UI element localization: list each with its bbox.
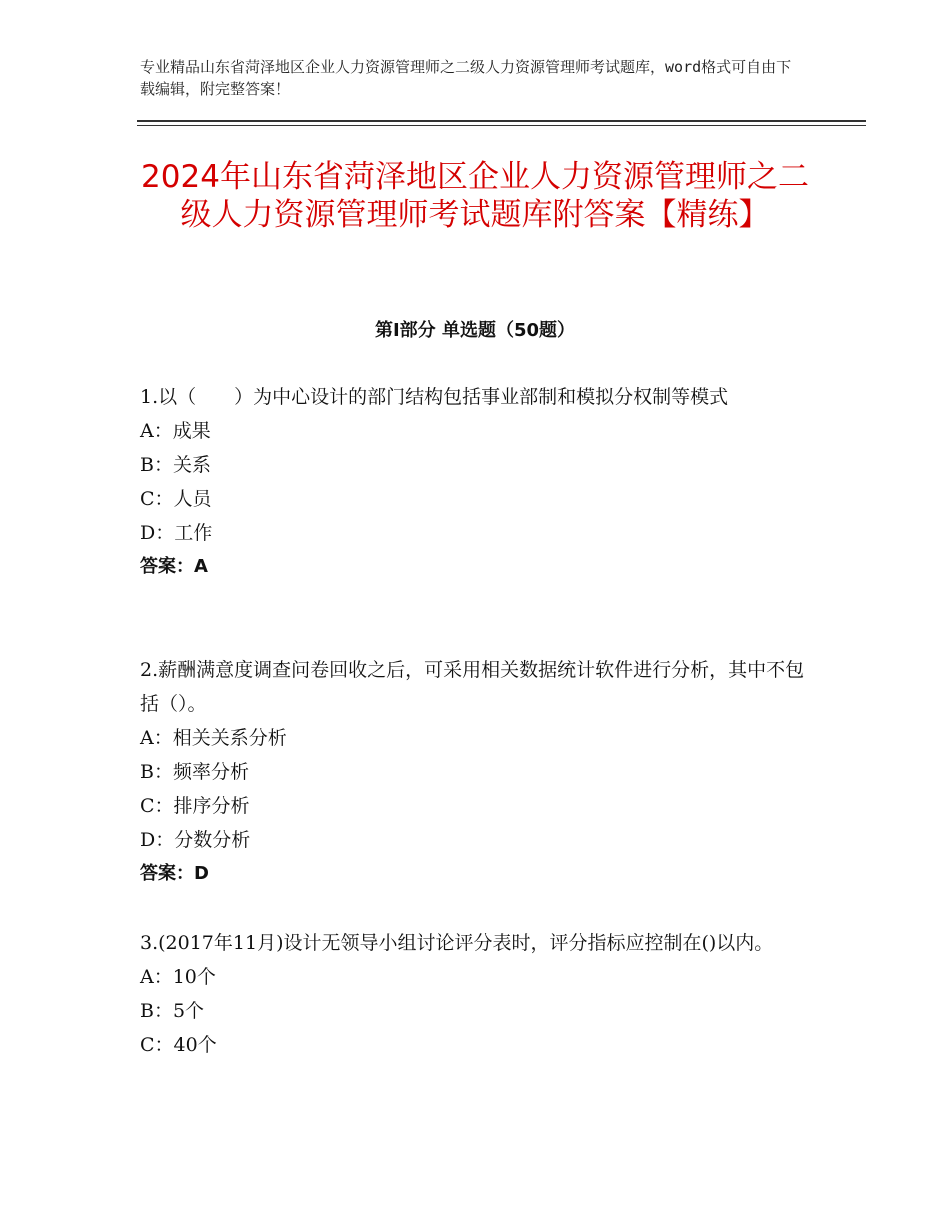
header-divider-thin bbox=[137, 125, 866, 126]
option-c: C：人员 bbox=[140, 488, 212, 510]
header-note: 专业精品山东省菏泽地区企业人力资源管理师之二级人力资源管理师考试题库，word格式可自由下载编辑，附完整答案！ bbox=[140, 58, 792, 98]
answer-key: 答案：A bbox=[140, 556, 208, 577]
answer-key: 答案：D bbox=[140, 863, 209, 884]
question-stem: 3.(2017年11月)设计无领导小组讨论评分表时，评分指标应控制在()以内。 bbox=[140, 932, 774, 954]
option-a: A：成果 bbox=[140, 420, 211, 442]
option-c: C：40个 bbox=[140, 1034, 217, 1056]
option-d: D：分数分析 bbox=[140, 829, 251, 851]
question-1 bbox=[140, 380, 820, 584]
question-2 bbox=[140, 653, 820, 891]
option-b: B：关系 bbox=[140, 454, 211, 476]
option-a: A：相关关系分析 bbox=[140, 727, 287, 749]
question-stem: 2.薪酬满意度调查问卷回收之后，可采用相关数据统计软件进行分析，其中不包括（）。 bbox=[140, 659, 805, 715]
question-stem: 1.以（ ）为中心设计的部门结构包括事业部制和模拟分权制等模式 bbox=[140, 386, 729, 408]
option-a: A：10个 bbox=[140, 966, 216, 988]
option-b: B：频率分析 bbox=[140, 761, 249, 783]
option-c: C：排序分析 bbox=[140, 795, 250, 817]
question-3 bbox=[140, 926, 820, 1062]
section-heading: 第Ⅰ部分 单选题（50题） bbox=[374, 320, 575, 341]
option-d: D：工作 bbox=[140, 522, 213, 544]
option-b: B：5个 bbox=[140, 1000, 205, 1022]
header-divider-thick bbox=[137, 120, 866, 122]
document-title: 2024年山东省菏泽地区企业人力资源管理师之二级人力资源管理师考试题库附答案【精练】 bbox=[141, 159, 809, 233]
